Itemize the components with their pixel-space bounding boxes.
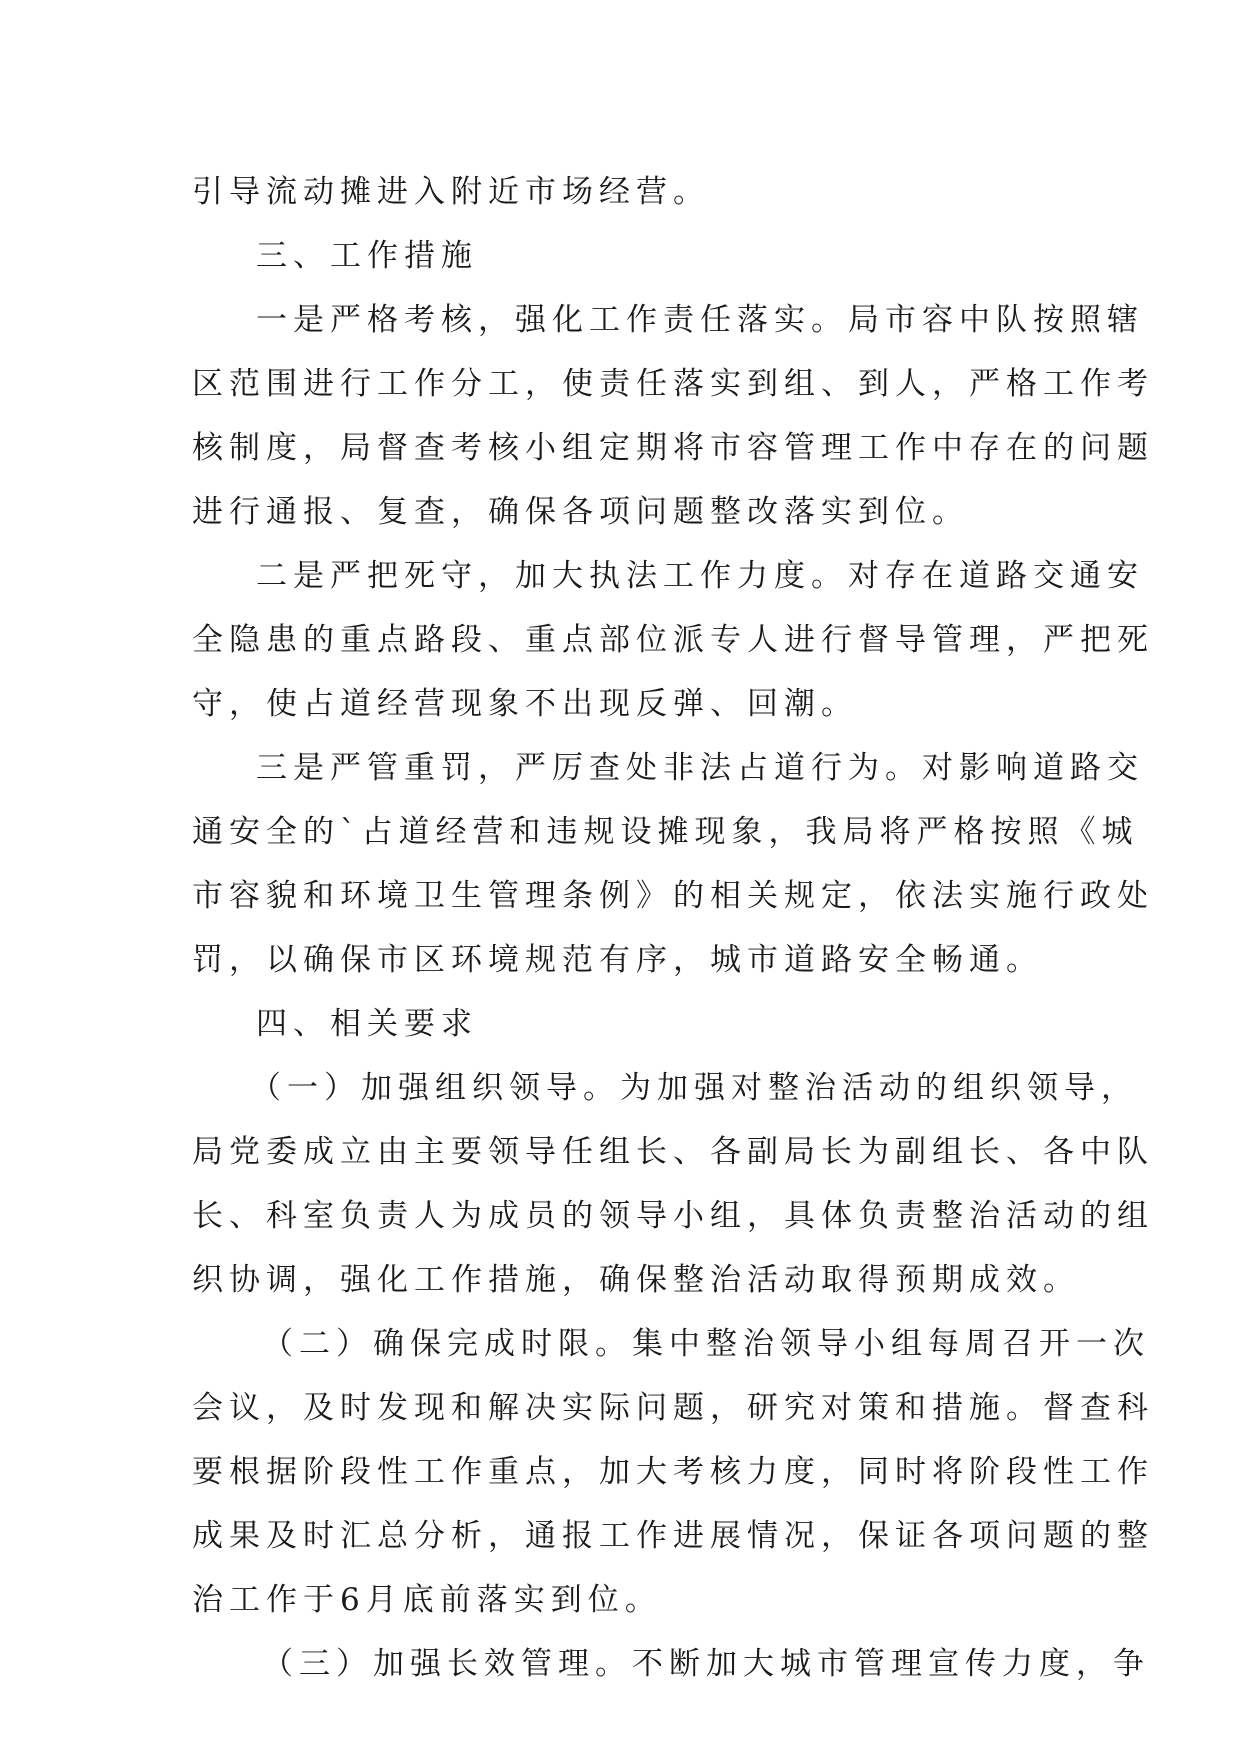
body-text-line: 引导流动摊进入附近市场经营。 — [192, 174, 710, 210]
body-text-line: 会议，及时发现和解决实际问题，研究对策和措施。督查科 — [192, 1390, 1154, 1426]
paragraph-first-line: （三）加强长效管理。不断加大城市管理宣传力度，争 — [262, 1646, 1150, 1682]
paragraph-first-line: 二是严把死守，加大执法工作力度。对存在道路交通安 — [256, 558, 1144, 594]
paragraph-first-line: 三是严管重罚，严厉查处非法占道行为。对影响道路交 — [256, 750, 1144, 786]
body-text-line: 成果及时汇总分析，通报工作进展情况，保证各项问题的整 — [192, 1518, 1154, 1554]
body-text-line: 通安全的`占道经营和违规设摊现象，我局将严格按照《城 — [192, 814, 1139, 850]
paragraph-first-line: 一是严格考核，强化工作责任落实。局市容中队按照辖 — [256, 302, 1144, 338]
body-text-line: 织协调，强化工作措施，确保整治活动取得预期成效。 — [192, 1262, 1080, 1298]
section-heading: 三、工作措施 — [256, 238, 478, 274]
body-text-line: 守，使占道经营现象不出现反弹、回潮。 — [192, 686, 858, 722]
document-body — [192, 160, 1154, 1696]
body-text-line: 罚，以确保市区环境规范有序，城市道路安全畅通。 — [192, 942, 1043, 978]
body-text-line: 进行通报、复查，确保各项问题整改落实到位。 — [192, 494, 969, 530]
paragraph-first-line: （二）确保完成时限。集中整治领导小组每周召开一次 — [262, 1326, 1150, 1362]
body-text-line: 局党委成立由主要领导任组长、各副局长为副组长、各中队 — [192, 1134, 1154, 1170]
body-text-line: 市容貌和环境卫生管理条例》的相关规定，依法实施行政处 — [192, 878, 1154, 914]
body-text-line: 治工作于6月底前落实到位。 — [192, 1582, 662, 1618]
body-text-line: 核制度，局督查考核小组定期将市容管理工作中存在的问题 — [192, 430, 1154, 466]
paragraph-first-line: （一）加强组织领导。为加强对整治活动的组织领导， — [250, 1070, 1138, 1106]
body-text-line: 要根据阶段性工作重点，加大考核力度，同时将阶段性工作 — [192, 1454, 1154, 1490]
body-text-line: 长、科室负责人为成员的领导小组，具体负责整治活动的组 — [192, 1198, 1154, 1234]
body-text-line: 区范围进行工作分工，使责任落实到组、到人，严格工作考 — [192, 366, 1154, 402]
section-heading: 四、相关要求 — [256, 1006, 478, 1042]
body-text-line: 全隐患的重点路段、重点部位派专人进行督导管理，严把死 — [192, 622, 1154, 658]
